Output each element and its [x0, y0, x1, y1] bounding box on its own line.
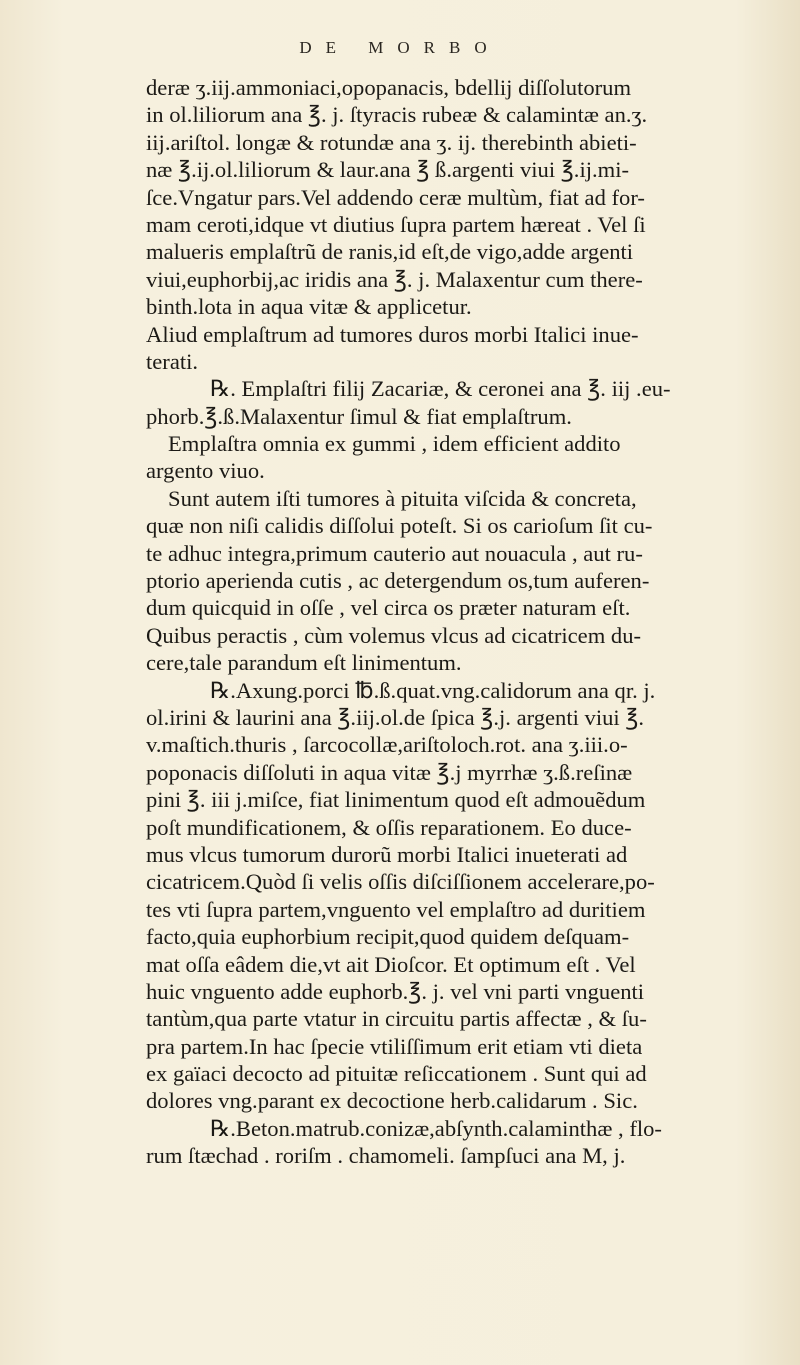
text-line: Quibus peractis , cùm volemus vlcus ad cicatricem du-	[146, 622, 642, 648]
text-line: binth.lota in aqua vitæ & applicetur.	[146, 294, 472, 320]
text-line: cere,tale parandum eſt linimentum.	[146, 650, 462, 676]
text-line: ex gaïaci decocto ad pituitæ reſiccationem . Sunt qui ad	[146, 1061, 647, 1087]
text-line: pini ℥. iii j.miſce, fiat linimentum quod eſt admouẽdum	[146, 787, 646, 813]
text-line: poſt mundificationem, & oſſis reparationem. Eo duce-	[146, 814, 632, 840]
text-line: ptorio aperienda cutis , ac detergendum os,tum auferen-	[146, 568, 650, 594]
text-line: dum quicquid in oſſe , vel circa os præter naturam eſt.	[146, 595, 631, 621]
text-line: in ol.liliorum ana ℥. j. ſtyracis rubeæ & calamintæ an.ʒ.	[146, 102, 648, 128]
section-heading-line: terati.	[146, 348, 199, 374]
text-line: te adhuc integra,primum cauterio aut nouacula , aut ru-	[146, 540, 643, 566]
text-line: v.maſtich.thuris , ſarcocollæ,ariſtoloch.rot. ana ʒ.iii.o-	[146, 732, 628, 758]
text-line: deræ ʒ.iij.ammoniaci,opopanacis, bdellij diſſolutorum	[146, 75, 632, 100]
recipe-line: ℞.Beton.matrub.conizæ,abſynth.calaminthæ , flo-	[210, 1115, 662, 1141]
text-line: tes vti ſupra partem,vnguento vel emplaſtro ad duritiem	[146, 896, 646, 922]
text-line: pra partem.In hac ſpecie vtiliſſimum erit etiam vti dieta	[146, 1033, 643, 1059]
text-line: næ ℥.ij.ol.liliorum & laur.ana ℥ ß.argenti viui ℥.ij.mi-	[146, 157, 630, 183]
text-line: ſce.Vngatur pars.Vel addendo ceræ multùm, fiat ad for-	[146, 184, 645, 210]
recipe-line: ℞. Emplaſtri filij Zacariæ, & ceronei ana ℥. iij .eu-	[210, 376, 671, 402]
text-line: mus vlcus tumorum durorũ morbi Italici inueterati ad	[146, 841, 628, 867]
running-head: DE MORBO	[299, 38, 501, 57]
text-line: rum ſtæchad . roriſm . chamomeli. ſampſuci ana M, j.	[146, 1143, 626, 1169]
text-line: dolores vng.parant ex decoctione herb.calidarum . Sic.	[146, 1088, 638, 1114]
text-line: tantùm,qua parte vtatur in circuitu partis affectæ , & ſu-	[146, 1006, 647, 1032]
text-line: poponacis diſſoluti in aqua vitæ ℥.j myrrhæ ʒ.ß.reſinæ	[146, 759, 633, 785]
text-line: iij.ariſtol. longæ & rotundæ ana ʒ. ij. therebinth abieti-	[146, 129, 637, 155]
text-line: Emplaſtra omnia ex gummi , idem efficient addito	[168, 431, 621, 457]
text-line: phorb.℥.ß.Malaxentur ſimul & fiat emplaſtrum.	[146, 403, 572, 429]
section-heading-line: Aliud emplaſtrum ad tumores duros morbi Italici inue-	[146, 321, 639, 347]
text-line: malueris emplaſtrũ de ranis,id eſt,de vigo,adde argenti	[146, 239, 634, 265]
body-text	[146, 74, 796, 1170]
text-line: viui,euphorbij,ac iridis ana ℥. j. Malaxentur cum there-	[146, 266, 643, 292]
text-line: mam ceroti,idque vt diutius ſupra partem hæreat . Vel ſi	[146, 211, 646, 237]
recipe-line: ℞.Axung.porci ℔.ß.quat.vng.calidorum ana qr. j.	[210, 677, 656, 703]
text-line: Sunt autem iſti tumores à pituita viſcida & concreta,	[168, 485, 637, 511]
text-line: mat oſſa eâdem die,vt ait Dioſcor. Et optimum eſt . Vel	[146, 951, 636, 977]
text-line: facto,quia euphorbium recipit,quod quidem deſquam-	[146, 924, 630, 950]
text-line: cicatricem.Quòd ſi velis oſſis diſciſſionem accelerare,po-	[146, 869, 655, 895]
text-line: quæ non niſi calidis diſſolui poteſt. Si os carioſum ſit cu-	[146, 513, 653, 539]
text-line: huic vnguento adde euphorb.℥. j. vel vni parti vnguenti	[146, 978, 645, 1004]
text-line: ol.irini & laurini ana ℥.iij.ol.de ſpica ℥.j. argenti viui ℥.	[146, 704, 645, 730]
text-line: argento viuo.	[146, 458, 265, 484]
